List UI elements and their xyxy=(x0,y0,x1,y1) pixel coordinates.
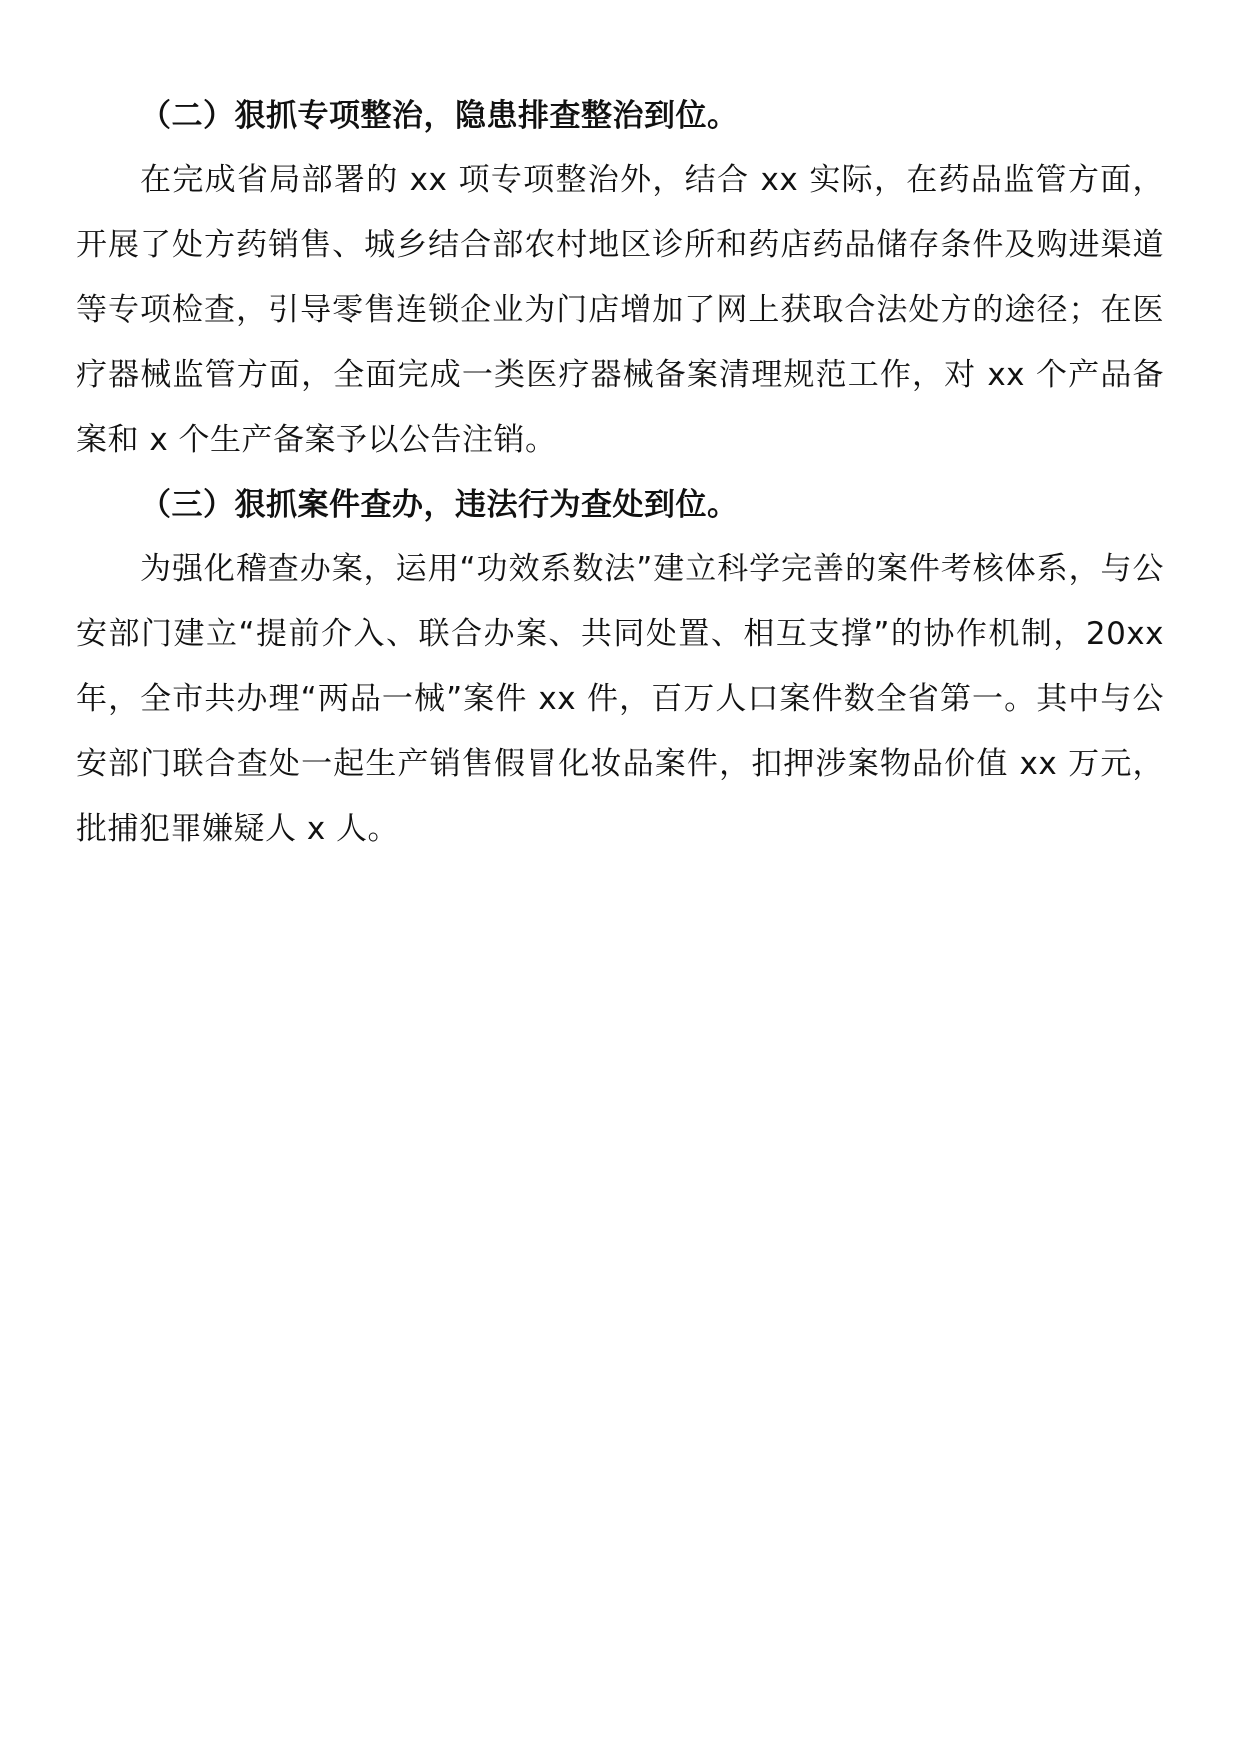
section-paragraph-2: 在完成省局部署的 xx 项专项整治外，结合 xx 实际，在药品监管方面，开展了处方药销售、城乡结合部农村地区诊所和药店药品储存条件及购进渠道等专项检查，引导零售连锁企业为门店增加了网上获取合法处方的途径；在医疗器械监管方面，全面完成一类医疗器械备案清理规范工作，对 xx 个产品备案和 x 个生产备案予以公告注销。 xyxy=(76,162,1164,458)
section-paragraph-3: 为强化稽查办案，运用“功效系数法”建立科学完善的案件考核体系，与公安部门建立“提前介入、联合办案、共同处置、相互支撑”的协作机制，20xx 年，全市共办理“两品一械”案件 xx 件，百万人口案件数全省第一。其中与公安部门联合查处一起生产销售假冒化妆品案件，扣押涉案物品价值 xx 万元，批捕犯罪嫌疑人 x 人。 xyxy=(76,551,1164,847)
section-heading-2: （二）狠抓专项整治，隐患排查整治到位。 xyxy=(140,98,739,134)
section-heading-3: （三）狠抓案件查办，违法行为查处到位。 xyxy=(140,487,739,523)
document-body xyxy=(76,84,1164,862)
